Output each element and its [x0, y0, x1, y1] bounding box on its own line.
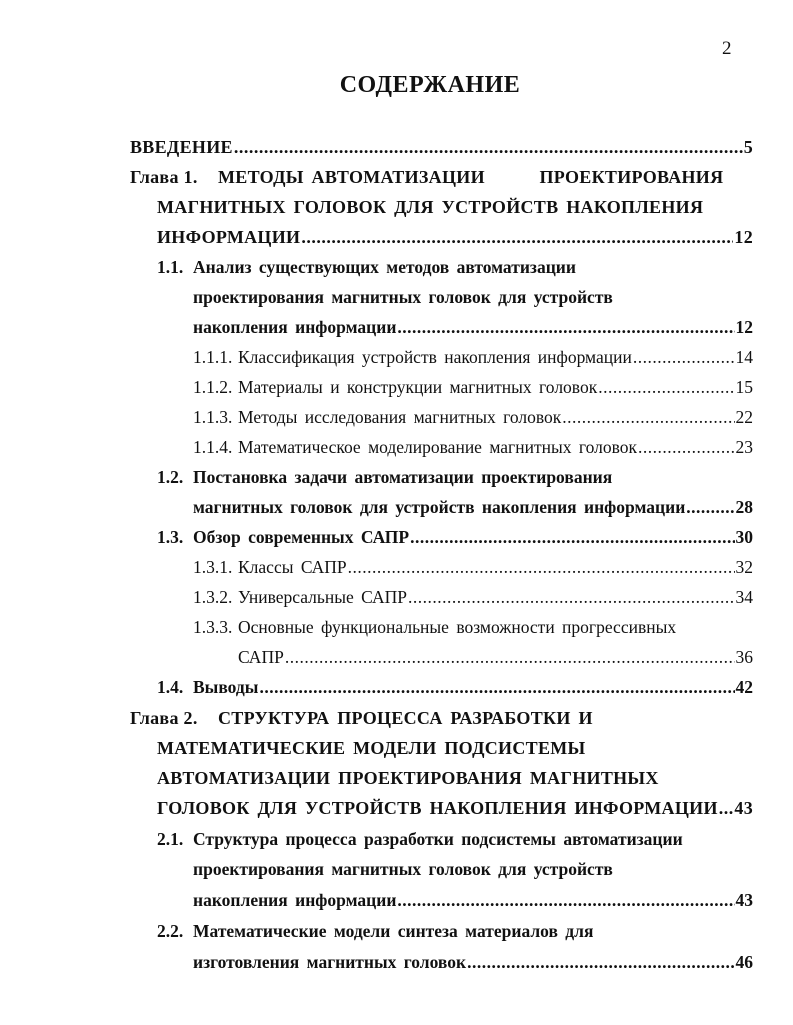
toc-chapter-1-line: [157, 222, 753, 252]
subsection-title: Основные функциональные возможности прогрессивных: [238, 617, 677, 637]
page-title: СОДЕРЖАНИЕ: [339, 72, 521, 98]
section-title-line: Структура процесса разработки подсистемы автоматизации: [193, 829, 683, 849]
toc-subsection-1-1-1[interactable]: [193, 342, 753, 372]
toc-section-1-1[interactable]: [157, 252, 753, 282]
toc-subsection-1-3-1[interactable]: [193, 552, 753, 582]
dot-leader: [467, 947, 734, 977]
subsection-number: 1.1.2.: [193, 377, 233, 397]
dot-leader: [562, 402, 734, 432]
dot-leader: [719, 793, 734, 823]
toc-subsection-1-3-3[interactable]: [193, 612, 753, 642]
dot-leader: [408, 582, 735, 612]
chapter-title-line: СТРУКТУРА ПРОЦЕССА РАЗРАБОТКИ И: [218, 708, 593, 728]
section-title-line: проектирования магнитных головок для устройств: [193, 287, 613, 307]
section-title-line: Обзор современных САПР: [193, 527, 410, 547]
toc-page-number: 46: [735, 952, 753, 972]
toc-section-1-4[interactable]: [157, 672, 753, 702]
section-number: 1.3.: [157, 527, 184, 547]
section-number: 1.4.: [157, 677, 184, 697]
subsection-title: Универсальные САПР: [238, 587, 407, 607]
toc-chapter-2-line: [157, 733, 753, 763]
toc-page-number: 12: [735, 317, 753, 337]
subsection-number: 1.1.1.: [193, 347, 233, 367]
chapter-number: Глава 1.: [130, 167, 198, 187]
dot-leader: [397, 312, 734, 342]
section-number: 1.1.: [157, 257, 184, 277]
toc-page-number: 15: [735, 377, 753, 397]
dot-leader: [348, 552, 735, 582]
toc-page-number: 43: [734, 798, 753, 818]
chapter-title-line: ГОЛОВОК ДЛЯ УСТРОЙСТВ НАКОПЛЕНИЯ ИНФОРМАЦИИ: [157, 798, 718, 818]
section-title-line: магнитных головок для устройств накопления информации: [193, 497, 686, 517]
subsection-number: 1.3.1.: [193, 557, 233, 577]
chapter-number: Глава 2.: [130, 708, 198, 728]
toc-section-line: [193, 854, 753, 884]
chapter-title-line: АВТОМАТИЗАЦИИ ПРОЕКТИРОВАНИЯ МАГНИТНЫХ: [157, 768, 659, 788]
subsection-title: Математическое моделирование магнитных головок: [238, 437, 637, 457]
chapter-title-line: ИНФОРМАЦИИ: [157, 227, 301, 247]
toc-page-number: 30: [735, 527, 753, 547]
toc-section-line: [193, 312, 753, 342]
toc-section-line: [193, 282, 753, 312]
toc-page-number: 28: [735, 497, 753, 517]
section-number: 1.2.: [157, 467, 184, 487]
subsection-title: САПР: [238, 647, 284, 667]
dot-leader: [301, 222, 733, 252]
toc-page-number: 22: [735, 407, 753, 427]
dot-leader: [234, 132, 743, 162]
dot-leader: [285, 642, 735, 672]
toc-page-number: 34: [735, 587, 753, 607]
subsection-number: 1.1.3.: [193, 407, 233, 427]
dot-leader: [598, 372, 734, 402]
dot-leader: [259, 672, 734, 702]
toc-chapter-2-heading[interactable]: [130, 703, 753, 733]
section-title-line: накопления информации: [193, 317, 397, 337]
toc-page-number: 32: [735, 557, 753, 577]
toc-section-1-2[interactable]: [157, 462, 753, 492]
toc-subsection-1-1-4[interactable]: [193, 432, 753, 462]
subsection-title: Методы исследования магнитных головок: [238, 407, 562, 427]
subsection-number: 1.1.4.: [193, 437, 233, 457]
toc-entry-label: ВВЕДЕНИЕ: [130, 137, 233, 157]
section-title-line: изготовления магнитных головок: [193, 952, 467, 972]
section-title-line: Анализ существующих методов автоматизации: [193, 257, 576, 277]
subsection-title: Материалы и конструкции магнитных головок: [238, 377, 598, 397]
toc-chapter-2-line: [157, 763, 753, 793]
toc-subsection-1-1-2[interactable]: [193, 372, 753, 402]
chapter-title-line: МАТЕМАТИЧЕСКИЕ МОДЕЛИ ПОДСИСТЕМЫ: [157, 738, 586, 758]
dot-leader: [410, 522, 734, 552]
subsection-number: 1.3.2.: [193, 587, 233, 607]
dot-leader: [686, 492, 734, 522]
dot-leader: [633, 342, 735, 372]
toc-section-2-1[interactable]: [157, 824, 753, 854]
subsection-title: Классификация устройств накопления информации: [238, 347, 632, 367]
subsection-number: 1.3.3.: [193, 617, 233, 637]
section-number: 2.1.: [157, 829, 184, 849]
toc-section-line: [193, 885, 753, 915]
page-number: 2: [722, 38, 732, 59]
toc-subsection-line: [238, 642, 753, 672]
toc-chapter-1-line: [157, 192, 753, 222]
dot-leader: [397, 885, 734, 915]
toc-page-number: 42: [735, 677, 753, 697]
section-title-line: накопления информации: [193, 890, 397, 910]
toc-section-2-2[interactable]: [157, 916, 753, 946]
toc-page-number: 14: [735, 347, 753, 367]
toc-page-number: 36: [735, 647, 753, 667]
toc-page-number: 43: [735, 890, 753, 910]
toc-page-number: 5: [743, 137, 753, 157]
chapter-title-line: МЕТОДЫ АВТОМАТИЗАЦИИ ПРОЕКТИРОВАНИЯ: [218, 167, 724, 187]
toc-chapter-1-heading[interactable]: [130, 162, 753, 192]
dot-leader: [638, 432, 735, 462]
section-title-line: Математические модели синтеза материалов для: [193, 921, 594, 941]
toc-entry-intro[interactable]: [130, 132, 753, 162]
chapter-title-line: МАГНИТНЫХ ГОЛОВОК ДЛЯ УСТРОЙСТВ НАКОПЛЕНИЯ: [157, 197, 704, 217]
toc-section-1-3[interactable]: [157, 522, 753, 552]
section-number: 2.2.: [157, 921, 184, 941]
toc-section-line: [193, 492, 753, 522]
toc-chapter-2-line: [157, 793, 753, 823]
toc-page-number: 23: [735, 437, 753, 457]
toc-section-line: [193, 947, 753, 977]
section-title-line: Выводы: [193, 677, 259, 697]
toc-page-number: 12: [734, 227, 753, 247]
toc-subsection-1-1-3[interactable]: [193, 402, 753, 432]
section-title-line: Постановка задачи автоматизации проектирования: [193, 467, 613, 487]
subsection-title: Классы САПР: [238, 557, 347, 577]
toc-subsection-1-3-2[interactable]: [193, 582, 753, 612]
section-title-line: проектирования магнитных головок для устройств: [193, 859, 613, 879]
